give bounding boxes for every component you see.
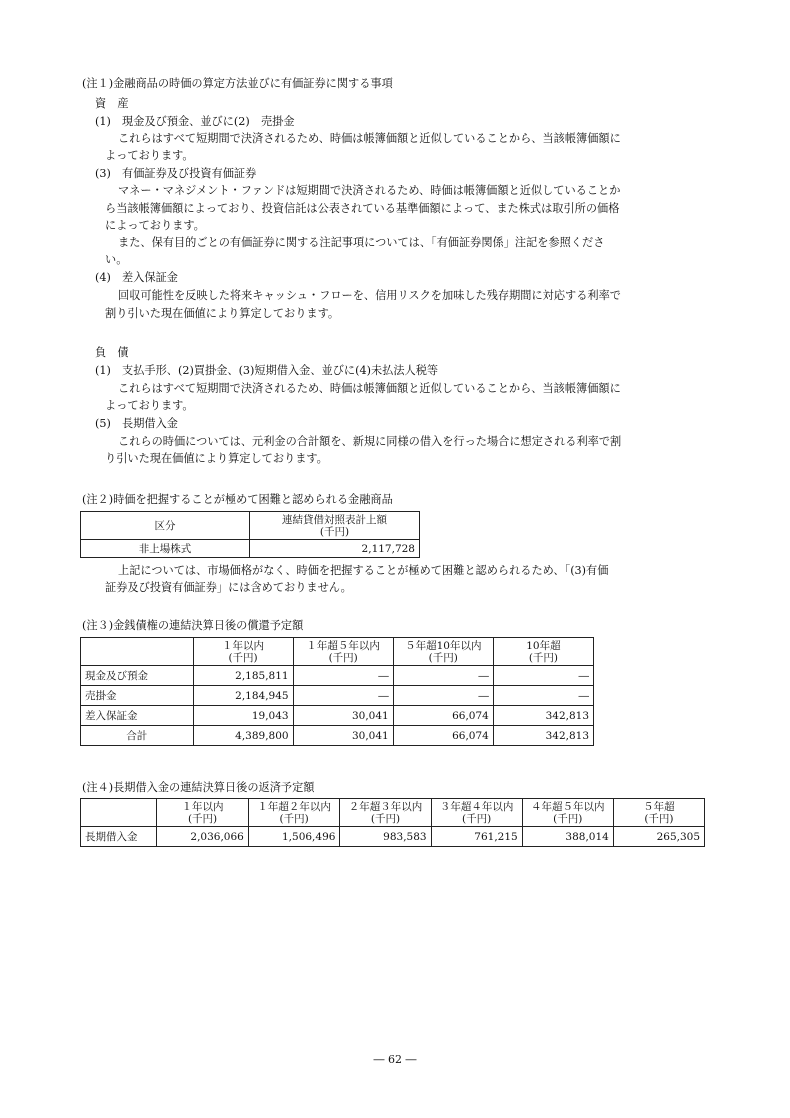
header-cell: ４年超５年以内 (千円) [522,799,613,827]
item3-text: また、保有目的ごとの有価証券に関する注記事項については、「有価証券関係」注記を参照くださ [118,236,605,249]
col-category: 区分 [81,512,250,540]
header-cell: ３年超４年以内 (千円) [431,799,522,827]
liabilities-heading: 負 債 [95,346,129,359]
liab5-text: り引いた現在価値により算定しております。 [105,452,328,465]
item3-text: い。 [105,253,128,266]
header-cell: 10年超 (千円) [493,638,593,666]
note2-text: 上記については、市場価格がなく、時価を把握することが極めて困難と認められるため、「(3)有価 [118,564,609,577]
item1-text: よっております。 [105,149,194,162]
header-cell: ５年超 (千円) [613,799,704,827]
page-number: ― 62 ― [373,1053,417,1066]
liab1-title: (1) 支払手形、(2)買掛金、(3)短期借入金、並びに(4)未払法人税等 [95,364,439,377]
header-blank [81,799,157,827]
note2-heading: (注２)時価を把握することが極めて困難と認められる金融商品 [82,493,393,506]
item4-text: 割り引いた現在価値により算定しております。 [105,307,340,320]
table-row: 売掛金 2,184,945 ― ― ― [81,686,594,706]
item4-text: 回収可能性を反映した将来キャッシュ・フローを、信用リスクを加味した残存期間に対応する利率で [118,289,621,302]
row-label: 非上場株式 [81,540,250,558]
item3-text: ら当該帳簿価額によっており、投資信託は公表されている基準価額によって、また株式は取引所の価格 [105,202,620,215]
header-cell: １年以内 (千円) [193,638,293,666]
header-cell: ５年超10年以内 (千円) [393,638,493,666]
note3-heading: (注３)金銭債権の連結決算日後の償還予定額 [82,619,304,632]
note3-table [80,637,594,746]
header-cell: １年以内 (千円) [157,799,249,827]
note4-heading: (注４)長期借入金の連結決算日後の返済予定額 [82,781,315,794]
row-value: 2,117,728 [250,540,420,558]
item1-text: これらはすべて短期間で決済されるため、時価は帳簿価額と近似していることから、当該帳簿価額に [118,132,621,145]
col-amount: 連結貸借対照表計上額 (千円) [250,512,420,540]
table-row: 長期借入金 2,036,066 1,506,496 983,583 761,215 388,014 265,305 [81,827,705,847]
note2-table [80,511,420,558]
table-row: 合計 4,389,800 30,041 66,074 342,813 [81,726,594,746]
liab1-text: よっております。 [105,399,194,412]
item1-title: (1) 現金及び預金、並びに(2) 売掛金 [95,115,295,128]
item3-text: マネー・マネジメント・ファンドは短期間で決済されるため、時価は帳簿価額と近似していることか [118,184,621,197]
header-cell: １年超２年以内 (千円) [248,799,340,827]
table-row: 差入保証金 19,043 30,041 66,074 342,813 [81,706,594,726]
item3-text: によっております。 [105,219,205,232]
liab5-text: これらの時価については、元利金の合計額を、新規に同様の借入を行った場合に想定される利率で割 [118,435,622,448]
note1-heading: (注１)金融商品の時価の算定方法並びに有価証券に関する事項 [82,77,393,90]
liab1-text: これらはすべて短期間で決済されるため、時価は帳簿価額と近似していることから、当該帳簿価額に [118,382,621,395]
liab5-title: (5) 長期借入金 [95,417,178,430]
assets-heading: 資 産 [95,97,129,110]
table-row: 現金及び預金 2,185,811 ― ― ― [81,666,594,686]
item3-title: (3) 有価証券及び投資有価証券 [95,167,257,180]
note2-text: 証券及び投資有価証券」には含めておりません。 [105,581,352,594]
item4-title: (4) 差入保証金 [95,271,178,284]
header-cell: １年超５年以内 (千円) [293,638,393,666]
header-cell: ２年超３年以内 (千円) [340,799,431,827]
header-blank [81,638,194,666]
note4-table [80,798,705,847]
